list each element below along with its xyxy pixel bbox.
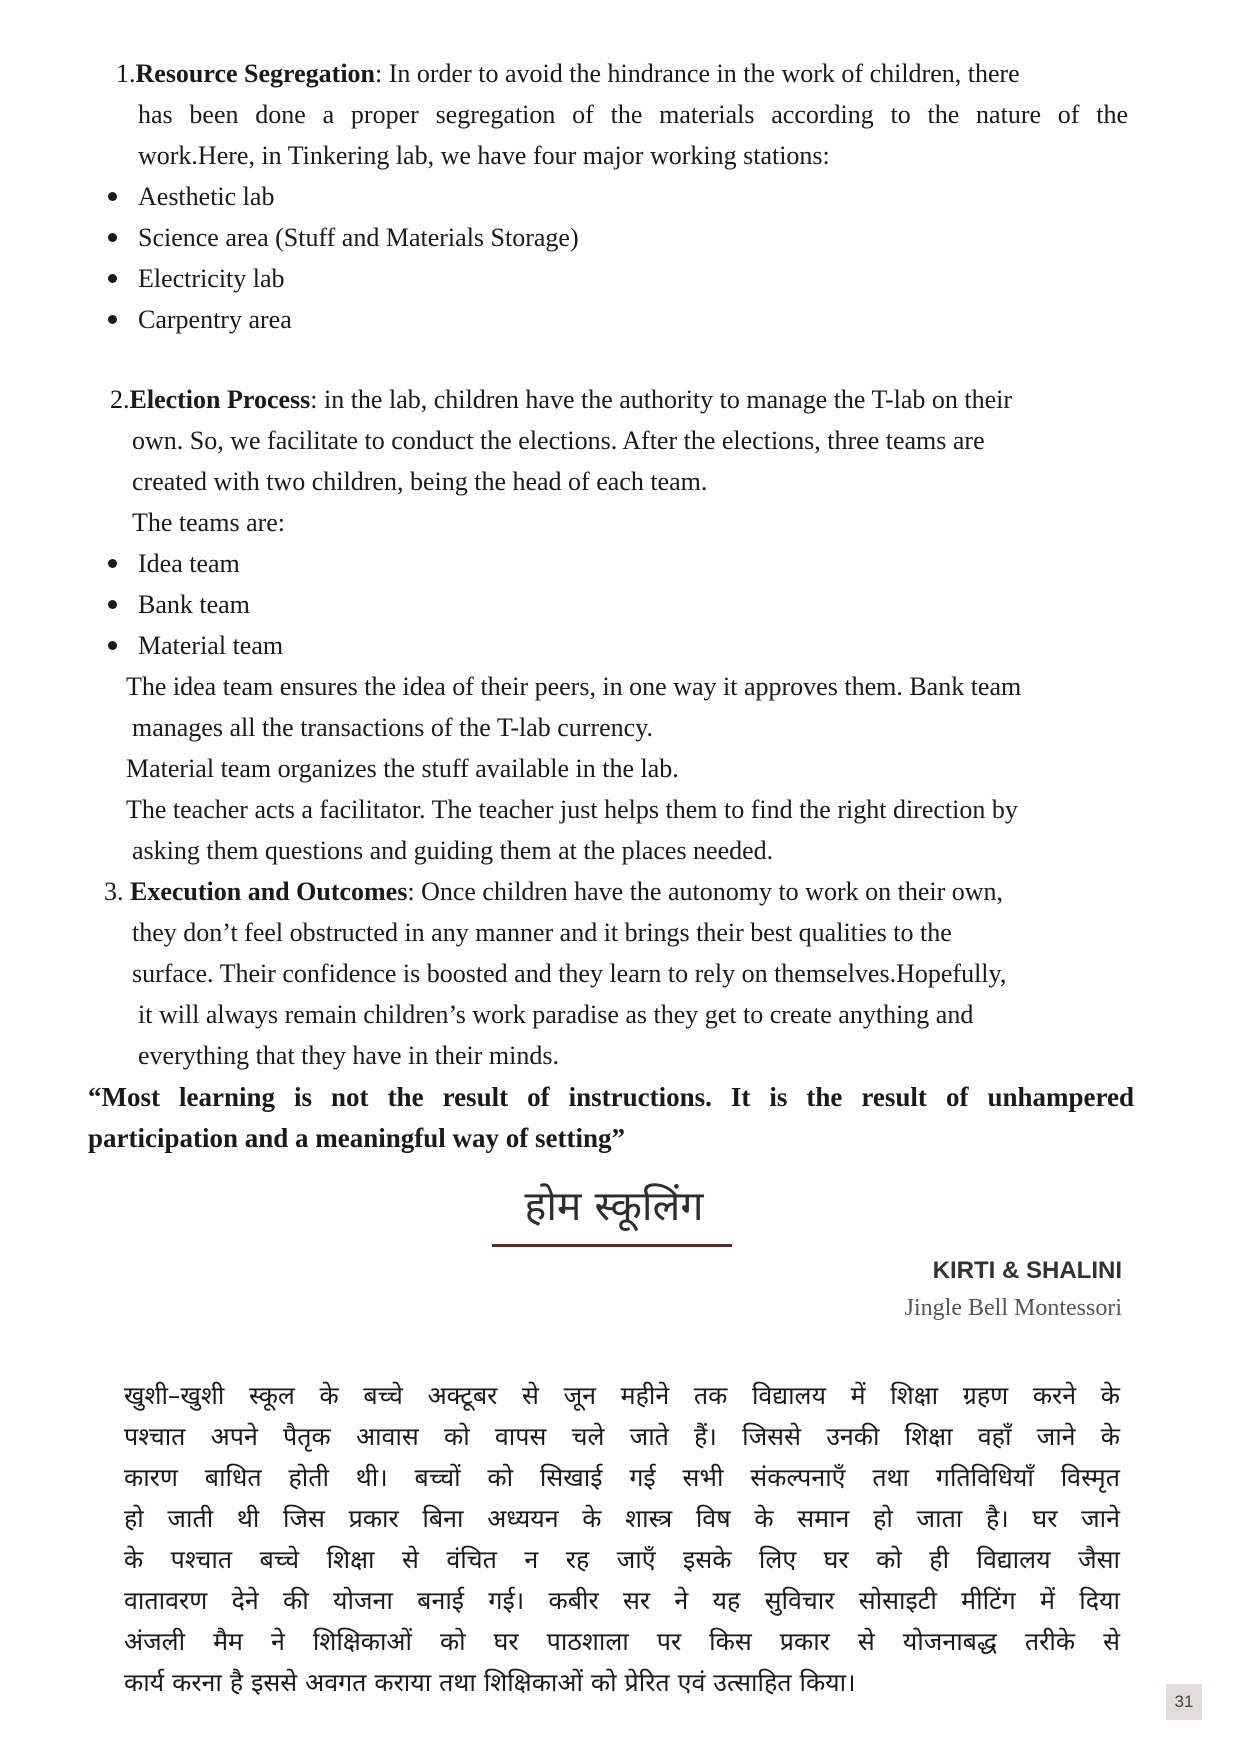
list-item: Idea team (138, 549, 240, 578)
list-item: Aesthetic lab (138, 182, 275, 211)
article-title: होम स्कूलिंग (524, 1182, 704, 1230)
quote-line-1: “Most learning is not the result of instructions. It is the result of unhampered (88, 1082, 1134, 1112)
article-school: Jingle Bell Montessori (904, 1295, 1122, 1321)
quote-line-2: participation and a meaningful way of setting” (88, 1123, 626, 1153)
section1-line-3: work.Here, in Tinkering lab, we have four major working stations: (138, 141, 830, 170)
section2-heading: Election Process (129, 385, 311, 414)
section2-after-4: The teacher acts a facilitator. The teacher just helps them to find the right direction by (126, 795, 1018, 824)
section2-text: : in the lab, children have the authority to manage the T-lab on their (310, 385, 1013, 414)
section2-line-3: created with two children, being the head of each team. (132, 467, 708, 496)
section3-line-1 (104, 872, 1003, 913)
list-item: Bank team (138, 590, 250, 619)
list-item: Material team (138, 631, 284, 660)
list-item: Electricity lab (138, 264, 285, 293)
section2-line-1 (110, 380, 1012, 421)
list-item: Carpentry area (138, 305, 292, 334)
section2-number: 2. (110, 385, 130, 414)
section2-line-4: The teams are: (132, 508, 286, 537)
section3-number: 3. (104, 877, 124, 906)
section1-line-2: has been done a proper segregation of the materials according to the nature of the (138, 100, 1128, 129)
section2-after-2: manages all the transactions of the T-lab currency. (132, 713, 654, 742)
section1-heading: Resource Segregation (135, 59, 375, 88)
page-number: 31 (1166, 1684, 1202, 1720)
section2-after-3: Material team organizes the stuff available in the lab. (126, 754, 679, 783)
section2-after-1: The idea team ensures the idea of their peers, in one way it approves them. Bank team (126, 672, 1022, 701)
bullet-icon (108, 192, 117, 201)
list-item: Science area (Stuff and Materials Storage) (138, 223, 579, 252)
section1-number: 1. (116, 59, 136, 88)
bullet-icon (108, 641, 117, 650)
bullet-icon (108, 274, 117, 283)
bullet-icon (108, 600, 117, 609)
section1-line-1 (116, 54, 1020, 95)
section3-line-3: surface. Their confidence is boosted and they learn to rely on themselves.Hopefully, (132, 959, 1007, 988)
article-line-5: के पश्चात बच्चे शिक्षा से वंचित न रह जाएँ इसके लिए घर को ही विद्यालय जैसा (124, 1545, 1120, 1574)
article-line-2: पश्चात अपने पैतृक आवास को वापस चले जाते हैं। जिससे उनकी शिक्षा वहाँ जाने के (124, 1422, 1120, 1451)
section2-after-5: asking them questions and guiding them at the places needed. (132, 836, 774, 865)
section3-line-2: they don’t feel obstructed in any manner and it brings their best qualities to the (132, 918, 952, 947)
article-line-8: कार्य करना है इससे अवगत कराया तथा शिक्षिकाओं को प्रेरित एवं उत्साहित किया। (124, 1668, 856, 1697)
section3-line-5: everything that they have in their minds. (138, 1041, 559, 1070)
article-line-3: कारण बाधित होती थी। बच्चों को सिखाई गई सभी संकल्पनाएँ तथा गतिविधियाँ विस्मृत (124, 1463, 1120, 1492)
section3-line-4: it will always remain children’s work paradise as they get to create anything and (138, 1000, 974, 1029)
article-line-7: अंजली मैम ने शिक्षिकाओं को घर पाठशाला पर किस प्रकार से योजनाबद्ध तरीके से (124, 1627, 1120, 1656)
article-line-6: वातावरण देने की योजना बनाई गई। कबीर सर ने यह सुविचार सोसाइटी मीटिंग में दिया (124, 1586, 1120, 1615)
article-line-1: खुशी–खुशी स्कूल के बच्चे अक्टूबर से जून महीने तक विद्यालय में शिक्षा ग्रहण करने के (124, 1381, 1120, 1410)
article-authors: KIRTI & SHALINI (932, 1257, 1122, 1284)
bullet-icon (108, 233, 117, 242)
section3-text: : Once children have the autonomy to work on their own, (407, 877, 1004, 906)
section3-heading: Execution and Outcomes (130, 877, 408, 906)
title-underline (492, 1244, 732, 1247)
section2-line-2: own. So, we facilitate to conduct the elections. After the elections, three teams are (132, 426, 985, 455)
section1-text: : In order to avoid the hindrance in the work of children, there (375, 59, 1020, 88)
bullet-icon (108, 315, 117, 324)
bullet-icon (108, 559, 117, 568)
article-line-4: हो जाती थी जिस प्रकार बिना अध्ययन के शास्त्र विष के समान हो जाता है। घर जाने (124, 1504, 1120, 1533)
